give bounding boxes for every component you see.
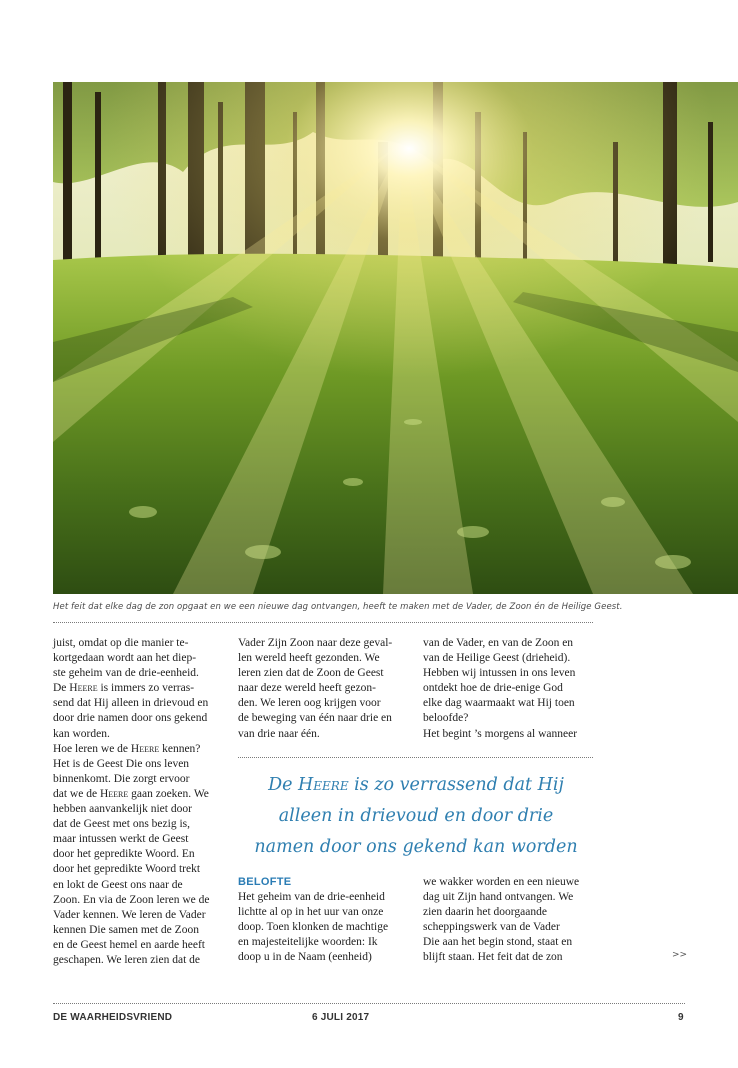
pullquote-divider	[238, 757, 593, 758]
photo-caption: Het feit dat elke dag de zon opgaat en we een nieuwe dag ontvangen, heeft te maken met de Vader, de Zoon én de Heilige Geest.	[53, 602, 623, 612]
heere-smallcaps: Heere	[130, 742, 160, 755]
col1-paragraph-2	[53, 681, 225, 741]
text-run: De	[53, 682, 70, 695]
text-run: Hoe leren we de	[53, 742, 131, 755]
col1-paragraph-3	[53, 742, 225, 968]
footer-divider	[53, 1003, 685, 1004]
forest-sunlight-photo	[53, 82, 738, 594]
caption-divider	[53, 622, 593, 623]
footer-page-number: 9	[678, 1012, 684, 1023]
heere-smallcaps: Heere	[298, 775, 349, 795]
column-2-bottom	[238, 875, 410, 965]
column-3-bottom: we wakker worden en een nieuwe dag uit Zijn hand ontvangen. We zien daarin het doorgaande scheppingswerk van de Vader Die aan het begin stond, staat en blijft staan. Het feit dat de zon	[423, 876, 580, 964]
text-run: is zo verrassend dat Hij alleen in drievoud en door drie namen door ons gekend kan worden	[254, 775, 578, 857]
section-heading-belofte: BELOFTE	[238, 876, 292, 888]
text-run: gaan zoeken. We hebben aanvankelijk niet door dat de Geest met ons bezig is, maar intussen werkt de Geest door het gepredikte Woord. En door het gepredikte Woord trekt en lokt de Geest ons naar de Zoon. En via de Zoon leren we de Vader kennen. We leren de Vader kennen Die samen met de Zoon en de Geest hemel en aarde heeft geschapen. We leren zien dat de	[53, 787, 210, 966]
column-1	[53, 636, 225, 968]
heere-smallcaps: Heere	[99, 787, 129, 800]
footer-publication: DE WAARHEIDSVRIEND	[53, 1012, 173, 1023]
footer-date: 6 JULI 2017	[312, 1012, 370, 1023]
text-run: is immers zo verras- send dat Hij alleen in drievoud en door drie namen door ons gekend kan worden.	[53, 682, 209, 740]
column-2-top: Vader Zijn Zoon naar deze geval- len wereld heeft gezonden. We leren zien dat de Zoon de Geest naar deze wereld heeft gezon- den. We leren oog krijgen voor de beweging van één naar drie en van drie naar één.	[238, 637, 393, 740]
col2-bottom-text: Het geheim van de drie-eenheid lichtte al op in het uur van onze doop. Toen klonken de machtige en majesteitelijke woorden: Ik doop u in de Naam (eenheid)	[238, 891, 389, 964]
heere-smallcaps: Heere	[69, 682, 98, 695]
pull-quote	[238, 770, 594, 863]
continue-marker: >>	[672, 950, 688, 960]
col1-paragraph-1: juist, omdat op die manier te- kortgedaan wordt aan het diep- ste geheim van de drie-eenheid.	[53, 637, 199, 680]
column-3-top: van de Vader, en van de Zoon en van de Heilige Geest (drieheid). Hebben wij intussen in ons leven ontdekt hoe de drie-enige God elke dag waarmaakt wat Hij toen beloofde? Het begint ’s morgens al wanneer	[423, 637, 578, 740]
text-run: De	[268, 775, 299, 795]
text-run: kennen? Het is de Geest Die ons leven binnenkomt. Die zorgt ervoor dat we de	[53, 742, 201, 800]
